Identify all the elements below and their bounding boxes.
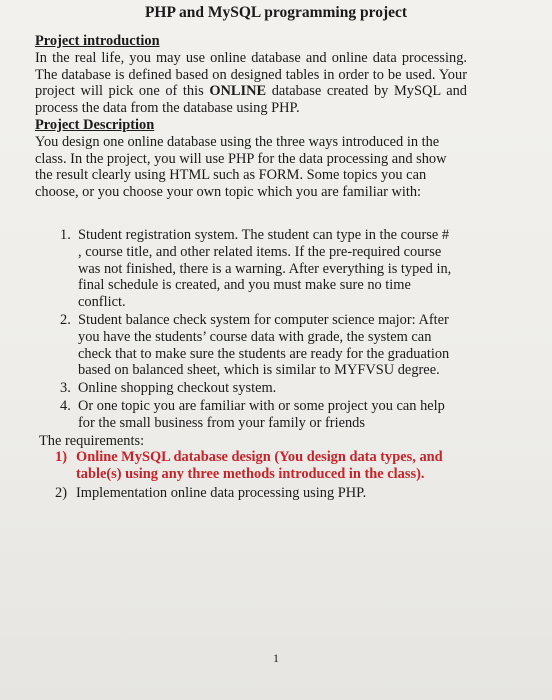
list-item-number: 1. bbox=[60, 226, 71, 243]
list-item-text: Student registration system. The student can type in the course # , course title, and other related items. If the pre-required course was not finished, there is a warning. After everything is typed in, final schedule is created, and you must make sure no time conflict. bbox=[78, 226, 452, 311]
list-item-text: Online shopping checkout system. bbox=[78, 380, 277, 397]
description-heading: Project Description bbox=[35, 116, 155, 133]
intro-emphasis: ONLINE bbox=[209, 83, 267, 100]
requirement-text: Online MySQL database design (You design data types, and table(s) using any three methods introduced in the class). bbox=[76, 449, 443, 483]
requirements-heading: The requirements: bbox=[39, 432, 145, 449]
list-item bbox=[35, 312, 455, 379]
intro-text-after: database created by MySQL and process the data from the database using PHP. bbox=[35, 83, 468, 117]
requirement-text: Implementation online data processing using PHP. bbox=[76, 484, 367, 501]
list-item bbox=[35, 227, 455, 311]
requirement-item bbox=[35, 485, 455, 502]
list-item-text: Student balance check system for computer science major: After you have the students’ course data with grade, the system can check that to make sure the students are ready for the graduation based on balanced sheet, which is similar to MYFVSU degree. bbox=[78, 311, 450, 379]
list-item-text: Or one topic you are familiar with or some project you can help for the small business from your family or friends bbox=[78, 397, 445, 431]
topic-list bbox=[35, 227, 455, 432]
description-paragraph: You design one online database using the three ways introduced in the class. In the project, you will use PHP for the data processing and show the result clearly using HTML such as FORM. Some topics you can choose, or you choose your own topic which you are familiar with: bbox=[35, 133, 447, 201]
requirement-number: 1) bbox=[55, 449, 67, 466]
intro-heading: Project introduction bbox=[35, 33, 160, 49]
list-item bbox=[35, 380, 455, 397]
requirement-item bbox=[35, 449, 455, 483]
document-title: PHP and MySQL programming project bbox=[144, 4, 408, 21]
intro-text-before: In the real life, you may use online database and online data processing. The database is defined based on designed tables in order to be used. Your project will pick one of this bbox=[35, 49, 467, 100]
requirements-list bbox=[35, 449, 455, 501]
document-body bbox=[35, 33, 467, 504]
list-item-number: 3. bbox=[60, 380, 71, 397]
requirement-number: 2) bbox=[55, 484, 67, 501]
list-item-number: 2. bbox=[60, 311, 71, 328]
list-item-number: 4. bbox=[60, 397, 71, 414]
list-item bbox=[35, 398, 455, 432]
page-number: 1 bbox=[273, 651, 279, 665]
intro-paragraph bbox=[35, 50, 467, 117]
